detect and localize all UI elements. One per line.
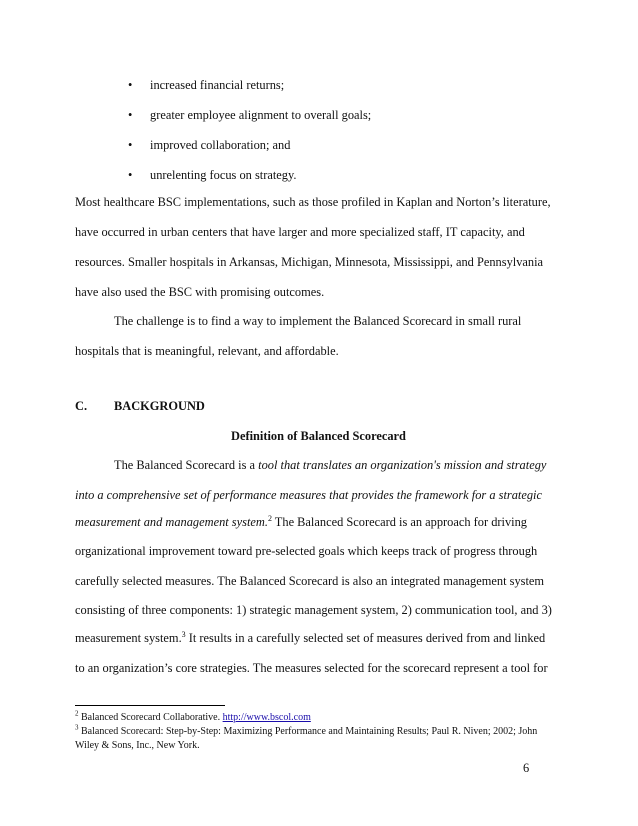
footnote: $^2$ Balanced Scorecard Collaborative. http://www.bscol.com xyxy=(75,709,311,723)
section-letter: C. xyxy=(75,399,88,413)
paragraph-line: Most healthcare BSC implementations, such as those profiled in Kaplan and Norton’s literature, xyxy=(75,195,551,209)
bullet-icon: • xyxy=(128,78,133,92)
paragraph-line: measurement system.$^3$ It results in a carefully selected set of measures derived from and linked xyxy=(75,629,546,645)
paragraph-line: The Balanced Scorecard is a tool that translates an organization's mission and strategy xyxy=(114,458,547,472)
bullet-icon: • xyxy=(128,168,133,182)
paragraph-line: carefully selected measures. The Balanced Scorecard is also an integrated management system xyxy=(75,574,545,588)
paragraph-line: consisting of three components: 1) strategic management system, 2) communication tool, and 3) xyxy=(75,603,552,617)
paragraph-line: into a comprehensive set of performance measures that provides the framework for a strategic xyxy=(75,488,542,502)
footnote-ref: 2 xyxy=(267,513,272,523)
paragraph-line: to an organization’s core strategies. The measures selected for the scorecard represent a tool for xyxy=(75,661,548,675)
paragraph-line: resources. Smaller hospitals in Arkansas, Michigan, Minnesota, Mississippi, and Pennsylvania xyxy=(75,255,544,269)
section-title: BACKGROUND xyxy=(114,399,205,413)
document-page: • increased financial returns; • greater employee alignment to overall goals; • improved collaboration; and • unrelenting focus on strategy. Most healthcare BSC implementations, such as those profiled in Kaplan and Norton’s literature, have occurred in urban centers that have larger and more specialized staff, IT capacity, and resources. Smaller hospitals in Arkansas, Michigan, Minnesota, Mississippi, and Pennsylvania have also used the BSC with promising outcomes. The challenge is to find a way to implement the Balanced Scorecard in small rural hospitals that is meaningful, relevant, and affordable. C. BACKGROUND Definition of Balanced Scorecard The Balanced Scorecard is a tool that translates an organization's mission and strategy into a comprehensive set of performance measures that provides the framework for a strategic measurement and management system.$^2$ The Balanced Scorecard is an approach for driving organizational improvement toward pre-selected goals which keeps track of progress through carefully selected measures. The Balanced Scorecard is also an integrated management system consisting of three components: 1) strategic management system, 2) communication tool, and 3) measurement system.$^3$ It results in a carefully selected set of measures derived from and linked to an organization’s core strategies. The measures selected for the scorecard represent a tool for $^2$ Balanced Scorecard Collaborative. http://www.bscol.com $^3$ Balanced Scorecard: Step-by-Step: Maximizing Performance and Maintaining Results; Paul R. Niven; 2002; John Wiley & Sons, Inc., New York. 6 xyxy=(75,78,552,775)
paragraph-line: organizational improvement toward pre-selected goals which keeps track of progress through xyxy=(75,544,538,558)
footnote-separator xyxy=(75,705,225,706)
page-number: 6 xyxy=(523,761,530,775)
footnote: $^3$ Balanced Scorecard: Step-by-Step: Maximizing Performance and Maintaining Results; Paul R. Niven; 2002; John xyxy=(75,723,538,737)
paragraph-line: have occurred in urban centers that have larger and more specialized staff, IT capacity, and xyxy=(75,225,525,239)
footnote-ref: 3 xyxy=(181,629,186,639)
footnote-link[interactable]: http://www.bscol.com xyxy=(222,712,311,723)
paragraph-line: hospitals that is meaningful, relevant, and affordable. xyxy=(75,344,339,358)
footnote-continuation: Wiley & Sons, Inc., New York. xyxy=(75,740,200,751)
paragraph-line: measurement and management system.$^2$ The Balanced Scorecard is an approach for driving xyxy=(75,513,527,529)
paragraph-line: The challenge is to find a way to implement the Balanced Scorecard in small rural xyxy=(114,314,522,328)
subheading: Definition of Balanced Scorecard xyxy=(231,429,406,443)
bullet-icon: • xyxy=(128,138,133,152)
bullet-icon: • xyxy=(128,108,133,122)
paragraph-line: have also used the BSC with promising outcomes. xyxy=(75,285,325,299)
